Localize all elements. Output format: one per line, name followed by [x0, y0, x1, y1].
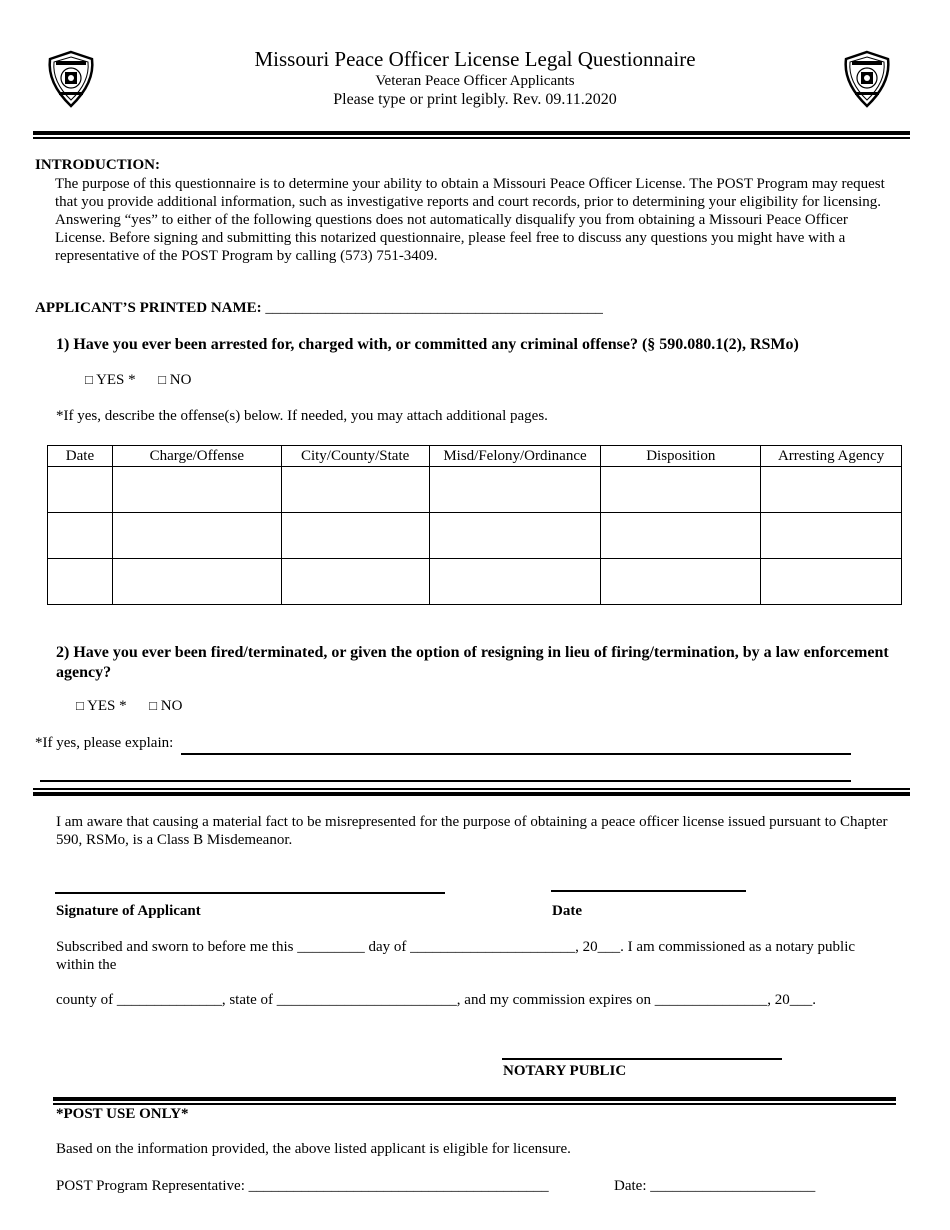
table-cell[interactable] [601, 559, 761, 605]
table-cell[interactable] [601, 467, 761, 513]
col-header-date: Date [48, 446, 113, 467]
col-header-classification: Misd/Felony/Ordinance [429, 446, 601, 467]
post-date-field[interactable]: Date: ______________________ [614, 1178, 816, 1194]
table-cell[interactable] [281, 467, 429, 513]
col-header-location: City/County/State [281, 446, 429, 467]
q1-no-label: NO [169, 372, 192, 388]
post-use-statement: Based on the information provided, the above listed applicant is eligible for licensure. [56, 1141, 571, 1157]
table-cell[interactable] [281, 513, 429, 559]
table-cell[interactable] [601, 513, 761, 559]
section-divider-thin [33, 788, 910, 790]
applicant-signature-line[interactable] [55, 892, 445, 894]
applicant-name-label: APPLICANT’S PRINTED NAME: [35, 300, 266, 316]
table-cell[interactable] [48, 467, 113, 513]
form-subtitle: Veteran Peace Officer Applicants [375, 73, 575, 89]
applicant-name-row [35, 299, 603, 317]
table-cell[interactable] [761, 559, 902, 605]
form-instruction: Please type or print legibly. Rev. 09.11.2020 [333, 91, 617, 108]
table-cell[interactable] [48, 513, 113, 559]
offense-table [47, 445, 902, 605]
q2-no-label: NO [160, 698, 183, 714]
table-cell[interactable] [48, 559, 113, 605]
signature-date-label: Date [552, 903, 582, 919]
explain-line-1[interactable] [181, 753, 851, 755]
question-2-options [76, 698, 182, 715]
header-divider-thick [33, 131, 910, 135]
form-title: Missouri Peace Officer License Legal Questionnaire [254, 47, 696, 71]
affirmation-text: I am aware that causing a material fact to be misrepresented for the purpose of obtaining a peace officer license issued pursuant to Chapter 590, RSMo, is a Class B Misdemeanor. [56, 814, 888, 848]
question-1-options [85, 372, 191, 389]
intro-heading: INTRODUCTION: [35, 157, 161, 173]
q2-yes-checkbox[interactable]: □ [76, 698, 84, 713]
q2-no-checkbox[interactable]: □ [149, 698, 158, 713]
notary-statement-line-1: Subscribed and sworn to before me this _________ day of ______________________, 20___. I am commissioned as a notary public within the [56, 939, 856, 973]
post-representative-field[interactable]: POST Program Representative: ________________________________________ [56, 1178, 549, 1194]
question-1-note: *If yes, describe the offense(s) below. If needed, you may attach additional pages. [56, 408, 548, 424]
header-divider-thin [33, 137, 910, 139]
section-divider-thick [33, 792, 910, 796]
table-cell[interactable] [429, 467, 601, 513]
q1-no-checkbox[interactable]: □ [158, 372, 167, 387]
table-cell[interactable] [761, 467, 902, 513]
notary-signature-line[interactable] [502, 1058, 782, 1060]
applicant-signature-label: Signature of Applicant [56, 903, 201, 919]
col-header-agency: Arresting Agency [761, 446, 902, 467]
notary-public-label: NOTARY PUBLIC [503, 1063, 627, 1079]
table-cell[interactable] [429, 559, 601, 605]
explain-label: *If yes, please explain: [35, 735, 174, 751]
q2-yes-label: YES * [87, 698, 127, 714]
table-row [48, 513, 902, 559]
offense-table-header [48, 446, 902, 467]
table-cell[interactable] [281, 559, 429, 605]
col-header-disposition: Disposition [601, 446, 761, 467]
intro-body: The purpose of this questionnaire is to determine your ability to obtain a Missouri Peace Officer License. The POST Program may request that you provide additional information, such as investigative reports and court records, prior to determining your eligibility for licensing. Answering “yes” to either of the following questions does not automatically disqualify you from obtaining a Missouri Peace Officer License. Before signing and submitting this notarized questionnaire, please feel free to discuss any questions you might have with a representative of the POST Program by calling (573) 751-3409. [55, 176, 885, 264]
question-2-text: 2) Have you ever been fired/terminated, or given the option of resigning in lieu of firing/termination, by a law enforcement agency? [56, 644, 889, 681]
explain-line-2[interactable] [40, 780, 851, 782]
table-cell[interactable] [112, 513, 281, 559]
question-1-text: 1) Have you ever been arrested for, charged with, or committed any criminal offense? (§ 590.080.1(2), RSMo) [56, 336, 799, 353]
table-row [48, 559, 902, 605]
table-row [48, 467, 902, 513]
table-cell[interactable] [112, 467, 281, 513]
post-use-heading: *POST USE ONLY* [56, 1106, 189, 1122]
q1-yes-label: YES * [96, 372, 136, 388]
date-signature-line[interactable] [551, 890, 746, 892]
post-divider-thin [53, 1103, 896, 1105]
q1-yes-checkbox[interactable]: □ [85, 372, 93, 387]
post-divider-thick [53, 1097, 896, 1101]
col-header-charge: Charge/Offense [112, 446, 281, 467]
applicant-name-field[interactable]: _____________________________________________ [265, 300, 603, 316]
table-cell[interactable] [429, 513, 601, 559]
table-cell[interactable] [112, 559, 281, 605]
notary-statement-line-2: county of ______________, state of ________________________, and my commission expires on _______________, 20___. [56, 992, 816, 1008]
table-cell[interactable] [761, 513, 902, 559]
